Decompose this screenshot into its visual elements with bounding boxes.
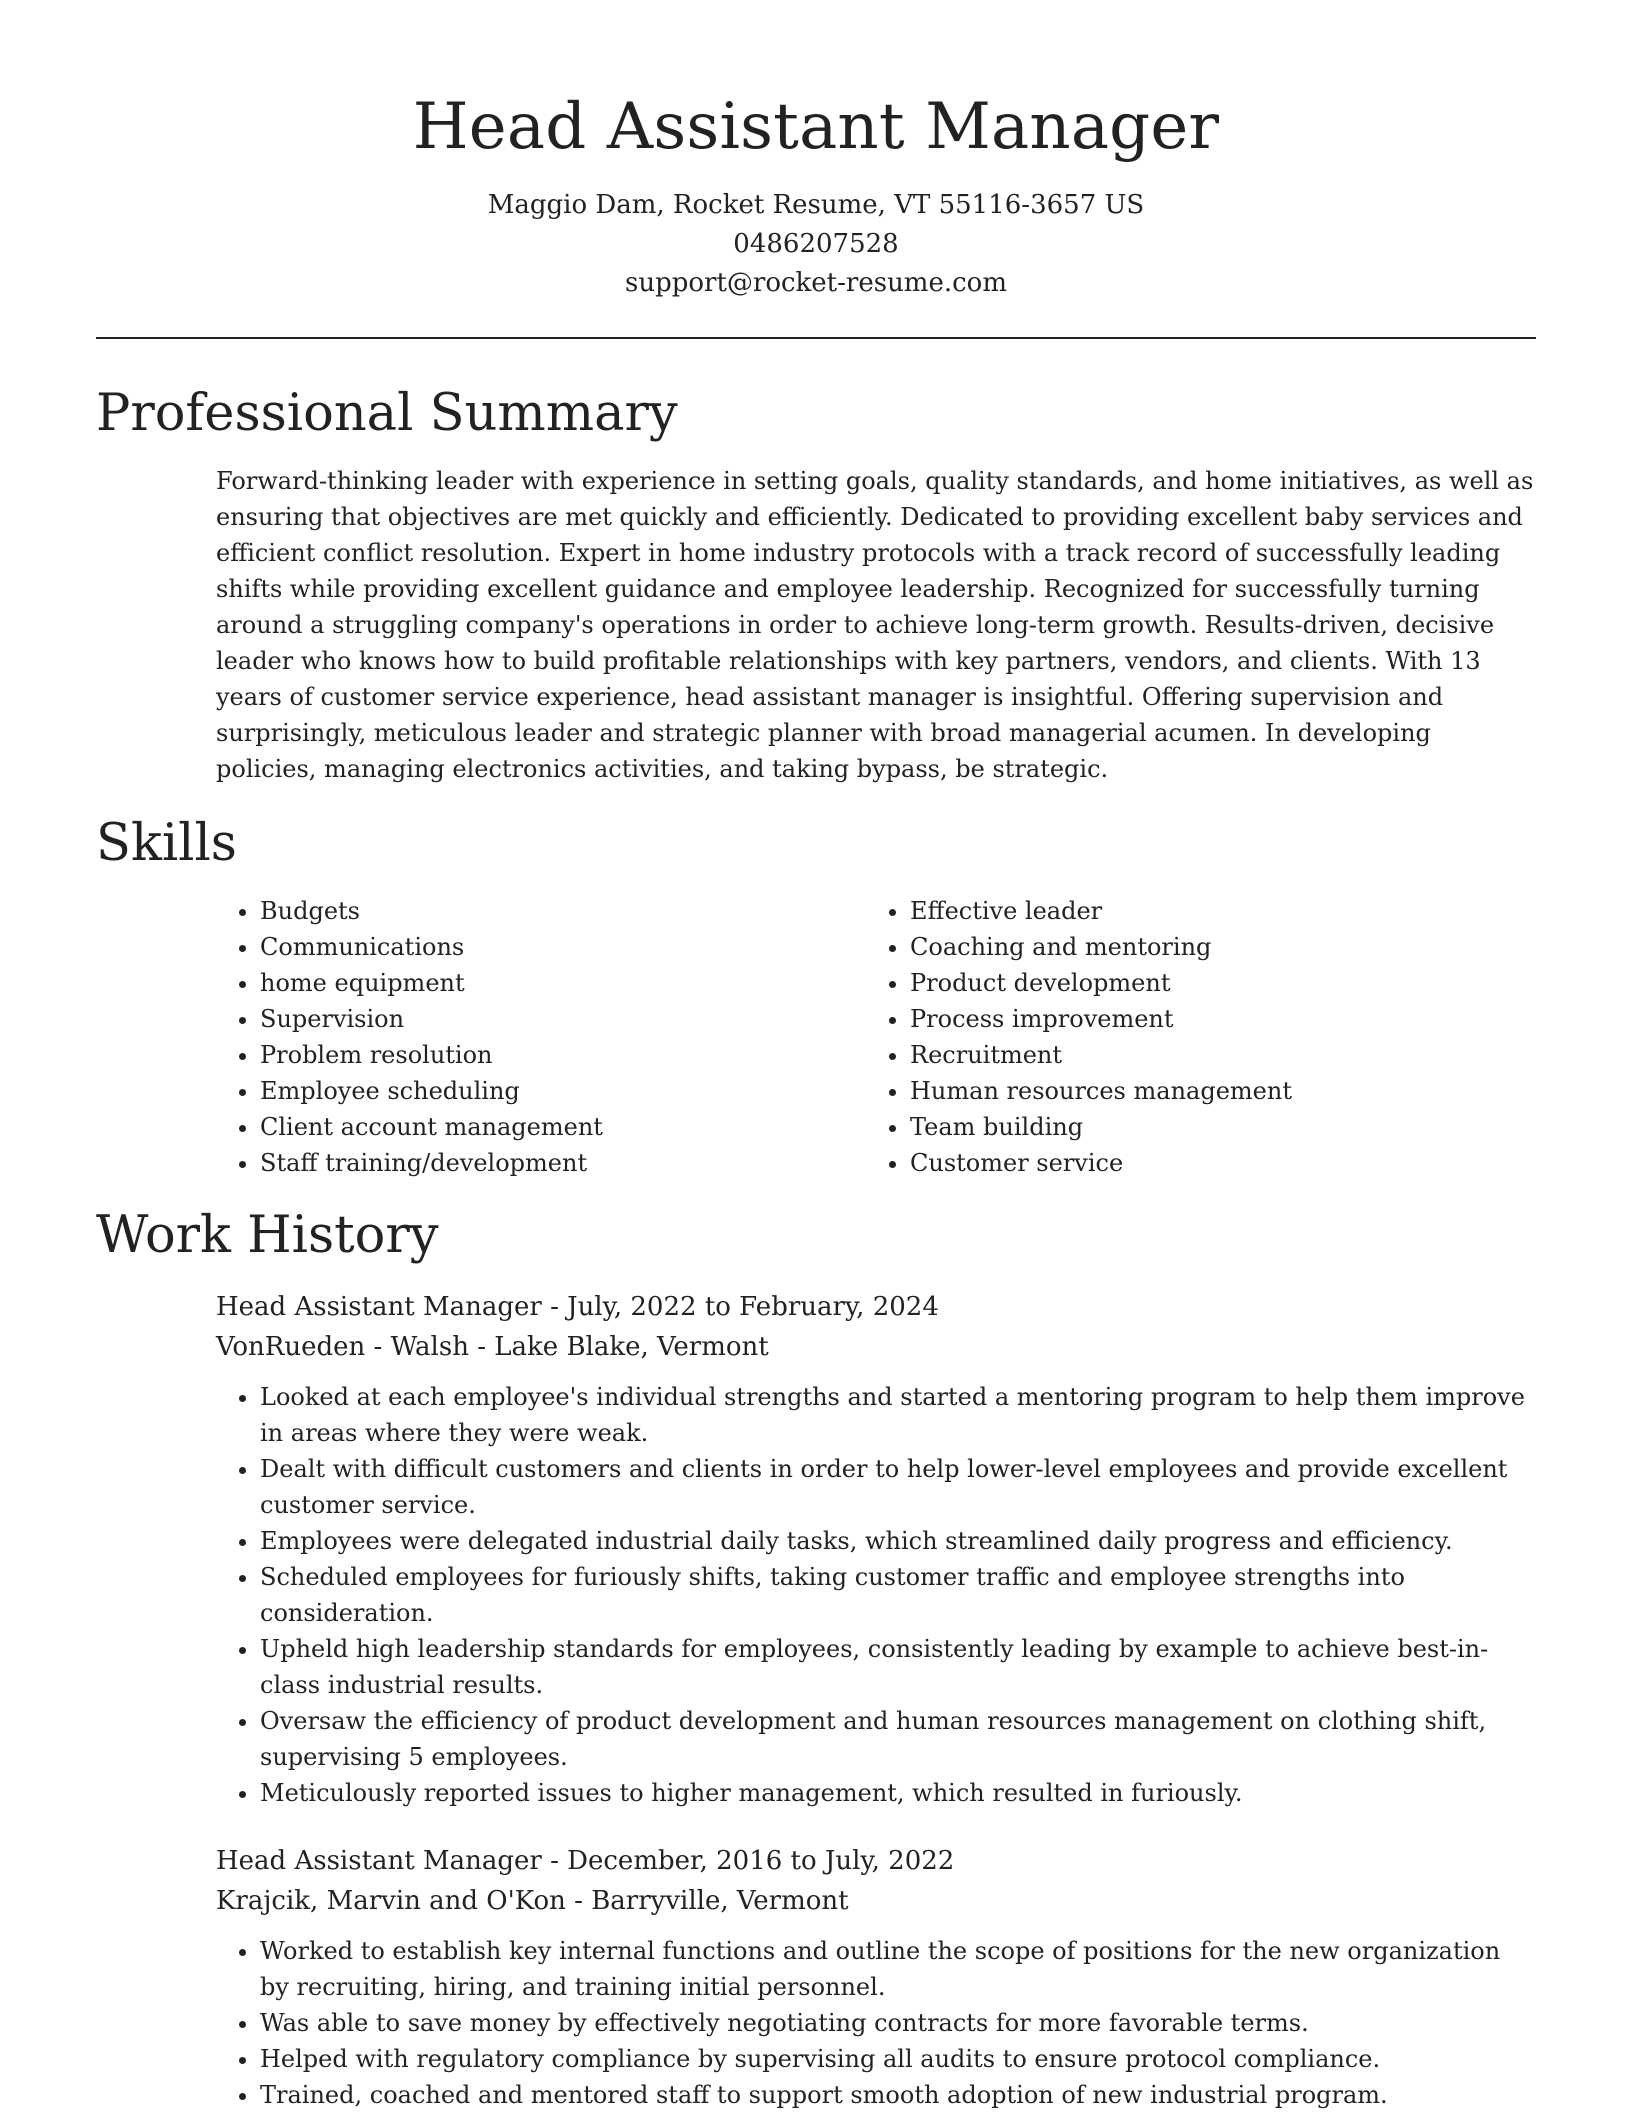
job-bullet: • Helped with regulatory compliance by supervising all audits to ensure protocol compliance.	[260, 2041, 1536, 2077]
job-title-line: Head Assistant Manager - July, 2022 to February, 2024	[216, 1292, 939, 1322]
job-bullet: • Was able to save money by effectively negotiating contracts for more favorable terms.	[260, 2005, 1536, 2041]
job-company-line: VonRueden - Walsh - Lake Blake, Vermont	[216, 1332, 769, 1362]
contact-address: Maggio Dam, Rocket Resume, VT 55116-3657 US	[487, 190, 1145, 220]
work-history-heading: Work History	[96, 1206, 439, 1265]
contact-phone: 0486207528	[733, 229, 899, 259]
skill-item: • Recruitment	[910, 1037, 1292, 1073]
contact-email: support@rocket-resume.com	[624, 268, 1007, 298]
job-bullet: • Oversaw the efficiency of product development and human resources management on clothing shift, supervising 5 employees.	[260, 1703, 1536, 1775]
resume-name: Head Assistant Manager	[412, 90, 1220, 164]
job-bullet: • Upheld high leadership standards for employees, consistently leading by example to achieve best-in-class industrial results.	[260, 1631, 1536, 1703]
job-bullet: • Scheduled employees for furiously shifts, taking customer traffic and employee strengths into consideration.	[260, 1559, 1536, 1631]
job-bullet: • Trained, coached and mentored staff to support smooth adoption of new industrial program.	[260, 2077, 1536, 2113]
skills-heading: Skills	[96, 814, 237, 873]
job-entry	[216, 1841, 1536, 2113]
skills-list	[216, 893, 1536, 1181]
skill-item: • Communications	[260, 929, 866, 965]
skill-item: • Client account management	[260, 1109, 866, 1145]
resume-header	[96, 0, 1536, 303]
skills-column-right	[866, 893, 1292, 1181]
skill-item: • Human resources management	[910, 1073, 1292, 1109]
job-bullet: • Dealt with difficult customers and clients in order to help lower-level employees and provide excellent customer service.	[260, 1451, 1536, 1523]
job-bullets	[216, 1933, 1536, 2113]
skill-item: • Staff training/development	[260, 1145, 866, 1181]
skill-item: • Budgets	[260, 893, 866, 929]
skills-column-left	[216, 893, 866, 1181]
skill-item: • Process improvement	[910, 1001, 1292, 1037]
job-bullets	[216, 1379, 1536, 1811]
summary-text: Forward-thinking leader with experience in setting goals, quality standards, and home initiatives, as well as ensuring that objectives are met quickly and efficiently. Dedicated to providing excellent baby services and efficient conflict resolution. Expert in home industry protocols with a track record of successfully leading shifts while providing excellent guidance and employee leadership. Recognized for successfully turning around a struggling company's operations in order to achieve long-term growth. Results-driven, decisive leader who knows how to build profitable relationships with key partners, vendors, and clients. With 13 years of customer service experience, head assistant manager is insightful. Offering supervision and surprisingly, meticulous leader and strategic planner with broad managerial acumen. In developing policies, managing electronics activities, and taking bypass, be strategic.	[216, 467, 1534, 783]
skill-item: • Effective leader	[910, 893, 1292, 929]
skill-item: • Problem resolution	[260, 1037, 866, 1073]
job-entry	[216, 1287, 1536, 1811]
skill-item: • Coaching and mentoring	[910, 929, 1292, 965]
job-title-line: Head Assistant Manager - December, 2016 to July, 2022	[216, 1846, 955, 1876]
skill-item: • Supervision	[260, 1001, 866, 1037]
skill-item: • Product development	[910, 965, 1292, 1001]
job-bullet: • Employees were delegated industrial daily tasks, which streamlined daily progress and efficiency.	[260, 1523, 1536, 1559]
skill-item: • Employee scheduling	[260, 1073, 866, 1109]
contact-block	[96, 186, 1536, 303]
resume-page	[96, 0, 1536, 2113]
job-bullet: • Meticulously reported issues to higher management, which resulted in furiously.	[260, 1775, 1536, 1811]
skill-item: • home equipment	[260, 965, 866, 1001]
job-bullet: • Worked to establish key internal functions and outline the scope of positions for the new organization by recruiting, hiring, and training initial personnel.	[260, 1933, 1536, 2005]
header-divider	[96, 337, 1536, 339]
summary-heading: Professional Summary	[96, 384, 678, 443]
skill-item: • Customer service	[910, 1145, 1292, 1181]
job-bullet: • Looked at each employee's individual strengths and started a mentoring program to help them improve in areas where they were weak.	[260, 1379, 1536, 1451]
job-company-line: Krajcik, Marvin and O'Kon - Barryville, Vermont	[216, 1886, 849, 1916]
skill-item: • Team building	[910, 1109, 1292, 1145]
